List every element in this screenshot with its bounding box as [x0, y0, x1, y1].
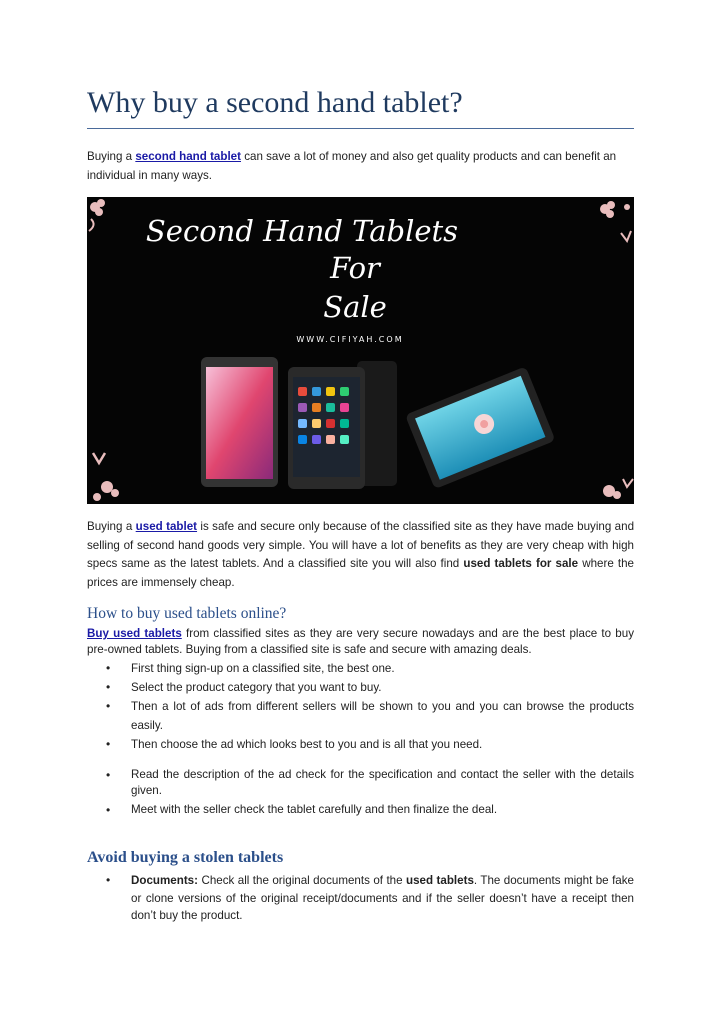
- steps-list-continued: [87, 767, 634, 818]
- bullet-icon: •: [106, 737, 111, 751]
- list-item: [87, 735, 634, 754]
- intro-text-post: can save a lot of money and also get quality products and can benefit an individual in many ways.: [87, 150, 617, 182]
- list-item-text: Meet with the seller check the tablet carefully and then finalize the deal.: [131, 803, 498, 816]
- list-item: [87, 767, 634, 799]
- banner-website: WWW.CIFIYAH.COM: [296, 335, 404, 344]
- list-item-text: Then choose the ad which looks best to you and is all that you need.: [131, 738, 483, 751]
- para3-text: from classified sites as they are very secure nowadays and are the best place to buy pre-owned tablets. Buying from a classified site is safe and secure with amazing deals.: [87, 627, 635, 656]
- documents-text-post: . The documents might be fake or clone versions of the original receipt/documents and if the seller doesn’t have a receipt then don’t buy the product.: [131, 874, 634, 922]
- bullet-icon: •: [106, 680, 111, 694]
- intro-text-pre: Buying a: [87, 150, 136, 163]
- documents-text-pre: Check all the original documents of the: [198, 874, 407, 887]
- banner-line2: For: [330, 251, 380, 285]
- second-hand-tablet-link[interactable]: second hand tablet: [135, 150, 241, 163]
- used-tablet-paragraph: [87, 518, 634, 592]
- bullet-icon: •: [106, 803, 111, 817]
- list-item: [87, 802, 634, 818]
- bullet-icon: •: [106, 873, 111, 887]
- para2-bold-text: used tablets for sale: [463, 557, 579, 571]
- buy-used-tablets-paragraph: [87, 626, 634, 658]
- para2-text-pre: Buying a: [87, 520, 136, 533]
- para2-text-post: where the prices are immensely cheap.: [87, 557, 634, 589]
- used-tablet-link[interactable]: used tablet: [135, 520, 198, 533]
- list-item: [87, 678, 634, 697]
- section-heading-avoid-stolen: Avoid buying a stolen tablets: [87, 849, 284, 866]
- list-item-text: Select the product category that you want to buy.: [131, 681, 382, 694]
- tablet-1-graphic: [201, 357, 278, 487]
- list-item: [87, 872, 634, 925]
- list-item: [87, 697, 634, 735]
- list-item-text: Then a lot of ads from different sellers will be shown to you and you can browse the products easily.: [131, 700, 634, 732]
- list-item-text: Read the description of the ad check for the specification and contact the seller with the details given.: [131, 768, 634, 797]
- documents-label: Documents:: [131, 874, 198, 887]
- tablet-2-graphic: [288, 361, 397, 489]
- list-item-text: First thing sign-up on a classified site, the best one.: [131, 662, 395, 675]
- section-heading-how-to-buy: How to buy used tablets online?: [87, 605, 287, 622]
- banner-line3: Sale: [323, 290, 387, 324]
- title-underline: [87, 128, 634, 129]
- bullet-icon: •: [106, 661, 111, 675]
- list-item: [87, 659, 634, 678]
- intro-paragraph: [87, 148, 634, 185]
- documents-bold-text: used tablets: [406, 874, 474, 887]
- page-title: Why buy a second hand tablet?: [87, 86, 463, 119]
- buy-used-tablets-link[interactable]: Buy used tablets: [87, 627, 182, 640]
- steps-list: [87, 659, 634, 754]
- bullet-icon: •: [106, 768, 111, 782]
- para2-text-mid: is safe and secure only because of the classified site as they have made buying and selling of second hand goods very simple. You will have a lot of benefits as they are very cheap with high specs same as the latest tablets. And a classified site you will also find: [87, 520, 635, 571]
- banner-image: [87, 197, 634, 504]
- banner-line1: Second Hand Tablets: [145, 214, 459, 248]
- bullet-icon: •: [106, 699, 111, 713]
- avoid-stolen-list: [87, 872, 634, 925]
